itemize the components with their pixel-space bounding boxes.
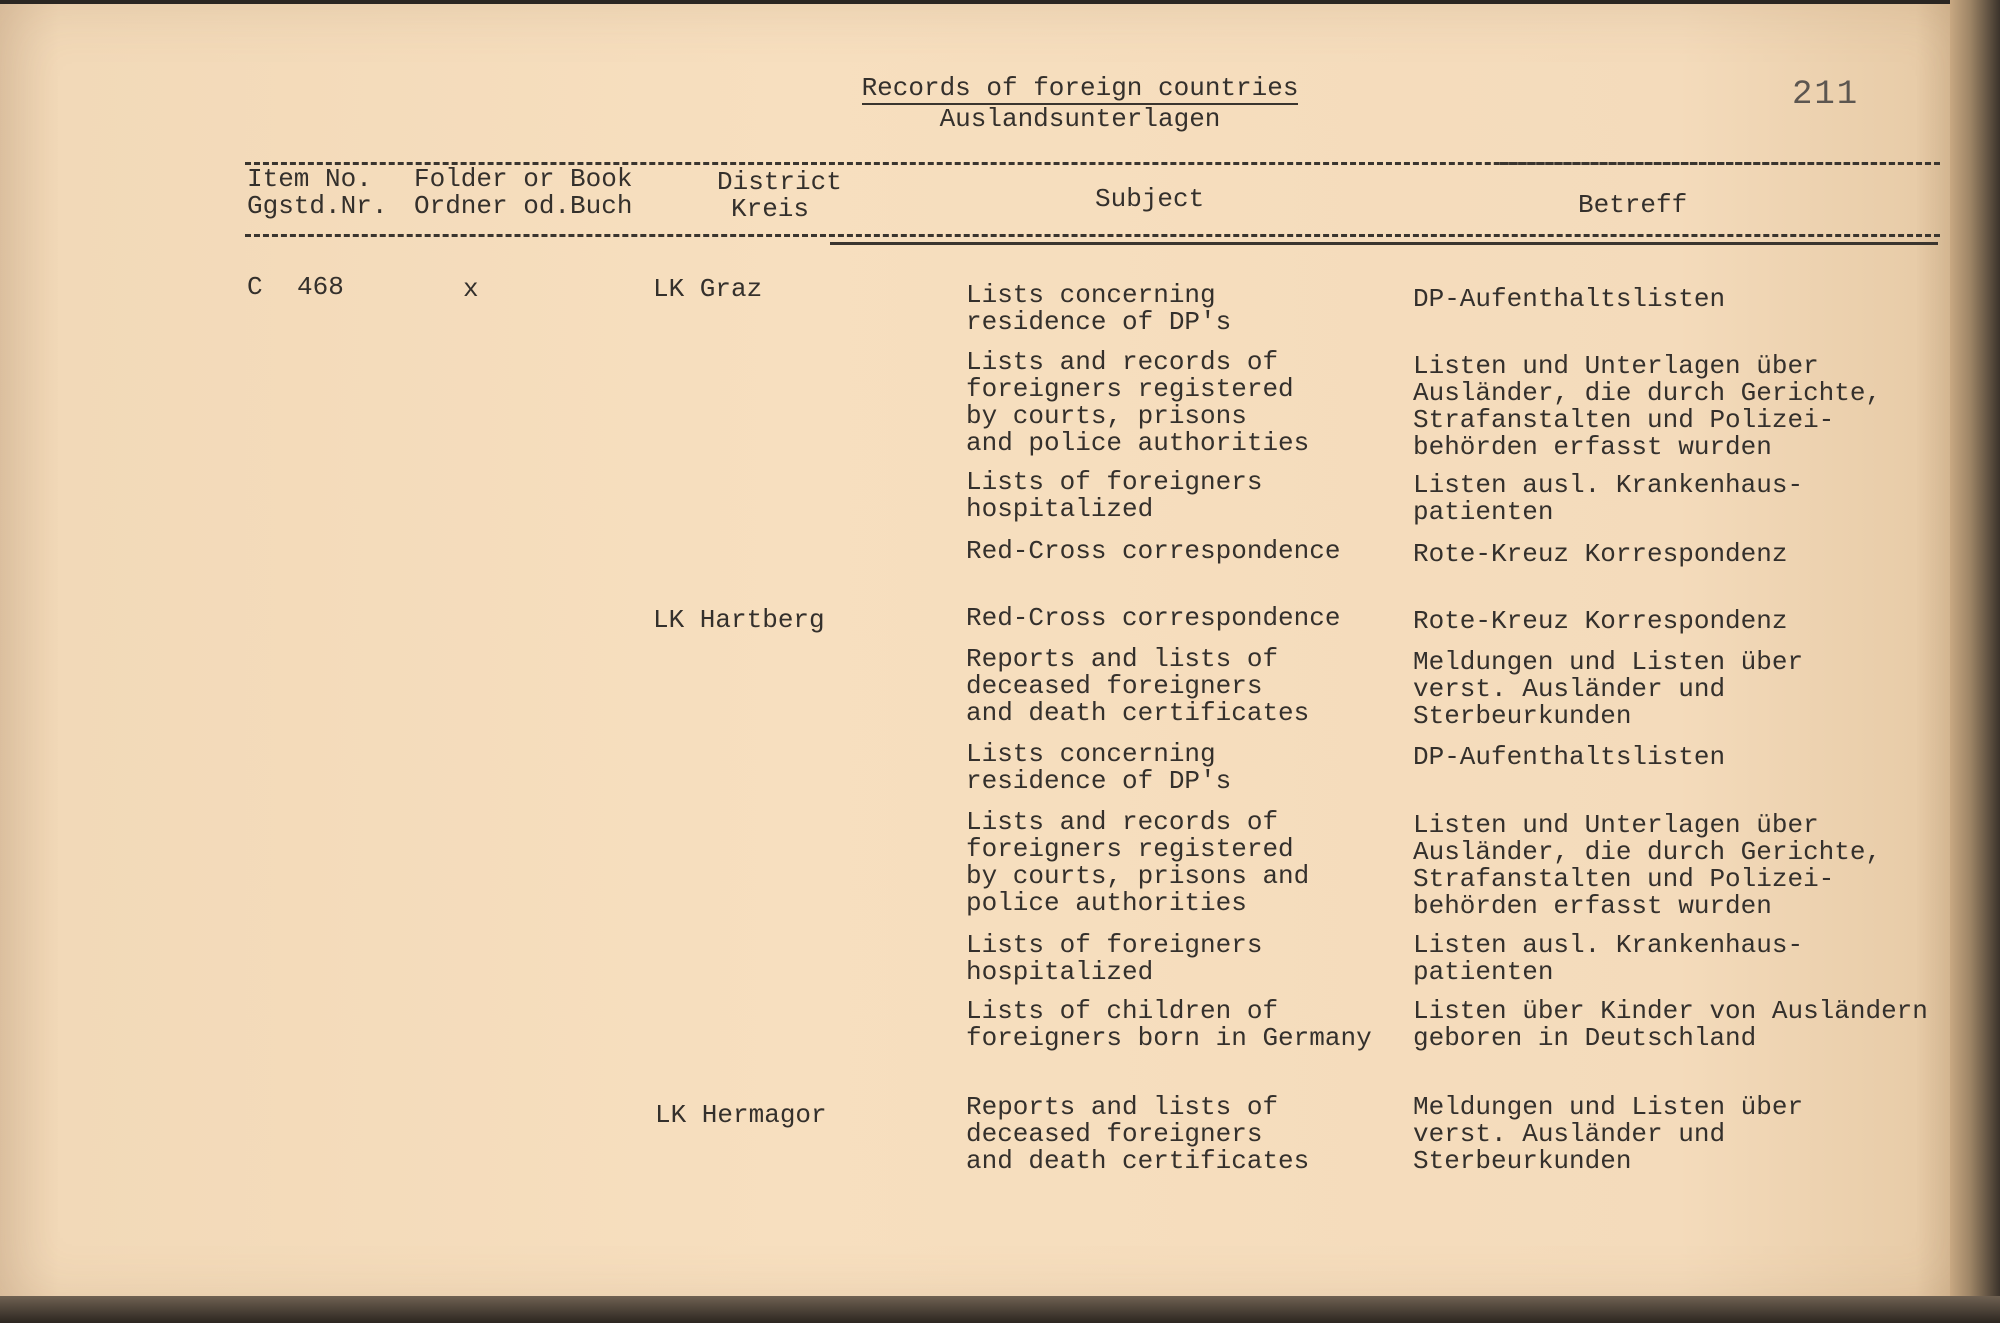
folder-mark: x — [463, 274, 479, 304]
subject-cell: Lists and records of foreigners registered by courts, prisons and police authorities — [966, 347, 1310, 458]
book-fore-edge — [1950, 0, 2000, 1323]
page-number: 211 — [1792, 76, 1860, 114]
subject-cell: Lists of children of foreigners born in Germany — [966, 996, 1372, 1053]
item-series: C — [247, 272, 263, 302]
subject-cell: Lists of foreigners hospitalized — [966, 467, 1263, 524]
betreff-cell: Meldungen und Listen über verst. Ausländer und Sterbeurkunden — [1413, 1092, 1804, 1176]
page-title — [850, 74, 1310, 133]
betreff-cell: Listen und Unterlagen über Ausländer, die durch Gerichte, Strafanstalten und Polizei- behörden erfasst wurden — [1413, 351, 1882, 462]
subject-cell: Reports and lists of deceased foreigners and death certificates — [966, 644, 1310, 728]
subject-cell: Lists concerning residence of DP's — [966, 280, 1232, 337]
district-hartberg: LK Hartberg — [653, 605, 825, 635]
column-header-folder-de: Ordner od.Buch — [414, 191, 633, 221]
subject-cell: Reports and lists of deceased foreigners and death certificates — [966, 1092, 1310, 1176]
subject-cell: Lists concerning residence of DP's — [966, 739, 1232, 796]
column-header-district — [717, 169, 842, 223]
column-header-district-en: District — [717, 167, 842, 197]
column-header-betreff: Betreff — [1578, 190, 1688, 220]
subject-cell: Lists and records of foreigners registered by courts, prisons and police authorities — [966, 807, 1310, 918]
column-header-item-no-de: Ggstd.Nr. — [247, 191, 388, 221]
betreff-cell: Rote-Kreuz Korrespondenz — [1413, 606, 1788, 636]
column-header-item-no — [247, 166, 387, 220]
subject-cell: Red-Cross correspondence — [966, 603, 1341, 633]
betreff-cell: Rote-Kreuz Korrespondenz — [1413, 539, 1788, 569]
district-graz: LK Graz — [653, 274, 763, 304]
betreff-cell: DP-Aufenthaltslisten — [1413, 284, 1726, 314]
header-rule-mid — [245, 234, 1940, 237]
column-header-district-de: Kreis — [731, 194, 810, 224]
header-rule-top-solid — [1500, 162, 1940, 165]
betreff-cell: Listen ausl. Krankenhaus- patienten — [1413, 930, 1804, 987]
column-header-folder-en: Folder or Book — [414, 164, 633, 194]
betreff-cell: Listen ausl. Krankenhaus- patienten — [1413, 470, 1804, 527]
title-german: Auslandsunterlagen — [939, 104, 1221, 134]
subject-cell: Lists of foreigners hospitalized — [966, 930, 1263, 987]
item-number: 468 — [297, 272, 344, 302]
betreff-cell: Listen und Unterlagen über Ausländer, die durch Gerichte, Strafanstalten und Polizei- behörden erfasst wurden — [1413, 810, 1882, 921]
subject-cell: Red-Cross correspondence — [966, 536, 1341, 566]
betreff-cell: DP-Aufenthaltslisten — [1413, 742, 1726, 772]
document-page — [0, 4, 1975, 1304]
district-hermagor: LK Hermagor — [655, 1100, 827, 1130]
book-bottom-edge — [0, 1296, 2000, 1323]
column-header-item-no-en: Item No. — [247, 164, 372, 194]
betreff-cell: Meldungen und Listen über verst. Ausländer und Sterbeurkunden — [1413, 647, 1804, 731]
column-header-subject: Subject — [1095, 184, 1205, 214]
column-header-folder — [414, 166, 632, 220]
betreff-cell: Listen über Kinder von Ausländern geboren in Deutschland — [1413, 996, 1928, 1053]
header-rule-bottom — [830, 242, 1938, 245]
title-english: Records of foreign countries — [861, 73, 1299, 103]
